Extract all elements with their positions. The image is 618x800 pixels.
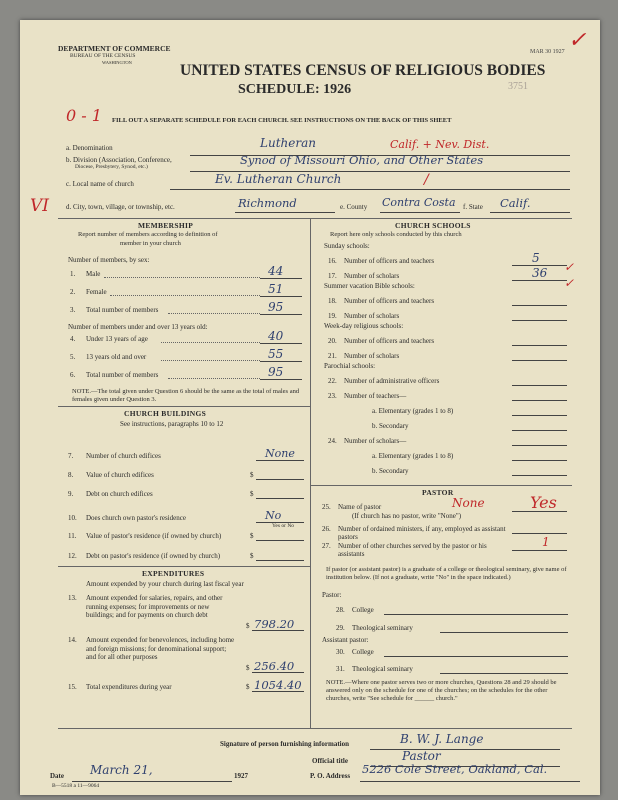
school-row-label: Number of scholars bbox=[344, 272, 400, 280]
date-line bbox=[72, 781, 232, 782]
signature-label: Signature of person furnishing information bbox=[220, 740, 349, 748]
building-value-line bbox=[256, 540, 304, 541]
sep-buildings bbox=[58, 406, 310, 407]
check-mark-16: ✓ bbox=[564, 260, 575, 274]
school-value-line bbox=[512, 460, 567, 461]
building-row-num: 10. bbox=[68, 514, 77, 522]
membership-instr-2: member in your church bbox=[120, 240, 181, 247]
pastor-row-value: 1 bbox=[542, 535, 550, 549]
building-row-label: Number of church edifices bbox=[86, 452, 161, 460]
pastor-heading: PASTOR bbox=[422, 488, 454, 497]
building-value-line bbox=[256, 498, 304, 499]
building-row-num: 8. bbox=[68, 471, 74, 479]
education-value-line bbox=[440, 632, 568, 633]
pastor-graduate-note: If pastor (or assistant pastor) is a graduate of a college or theological seminary, give name of institution below. (If not a graduate, write "No" in the space indicated.) bbox=[326, 566, 567, 581]
school-value-line bbox=[512, 345, 567, 346]
census-schedule-sheet bbox=[20, 20, 600, 795]
po-address-line bbox=[360, 781, 580, 782]
frame-top bbox=[58, 218, 572, 219]
education-row-label: College bbox=[352, 606, 374, 614]
school-row-label: Number of scholars bbox=[344, 352, 400, 360]
form-number: B—5518 a 11—9064 bbox=[52, 783, 100, 789]
leader-dots bbox=[110, 295, 260, 296]
po-address-label: P. O. Address bbox=[310, 772, 351, 780]
membership-row-num: 6. bbox=[70, 371, 76, 379]
school-row-label: a. Elementary (grades 1 to 8) bbox=[372, 452, 454, 460]
expenditures-heading: EXPENDITURES bbox=[142, 569, 205, 578]
school-value-line bbox=[512, 400, 567, 401]
denomination-value: Lutheran bbox=[260, 136, 316, 150]
expense-row-num: 13. bbox=[68, 594, 77, 602]
school-value-line bbox=[512, 475, 567, 476]
school-row-label: Number of administrative officers bbox=[344, 377, 440, 385]
washington-label: WASHINGTON bbox=[102, 60, 132, 65]
school-row-label: Number of scholars bbox=[344, 312, 400, 320]
instruction-line: FILL OUT A SEPARATE SCHEDULE FOR EACH CHURCH. SEE INSTRUCTIONS ON THE BACK OF THIS SHEET bbox=[112, 117, 452, 124]
members-by-sex-label: Number of members, by sex: bbox=[68, 256, 150, 264]
department-label: DEPARTMENT OF COMMERCE bbox=[58, 44, 171, 53]
school-row-label: b. Secondary bbox=[372, 422, 409, 430]
checkmark-top: ✓ bbox=[568, 28, 587, 53]
school-row-num: 19. bbox=[328, 312, 337, 320]
building-row-num: 12. bbox=[68, 552, 77, 560]
membership-row-label: Male bbox=[86, 270, 101, 278]
school-row-num: 17. bbox=[328, 272, 337, 280]
building-row-label: Value of pastor's residence (if owned by church) bbox=[86, 532, 222, 540]
building-row-num: 9. bbox=[68, 490, 74, 498]
building-row-label: Does church own pastor's residence bbox=[86, 514, 187, 522]
expense-row-label: Total expenditures during year bbox=[86, 683, 172, 691]
leader-dots bbox=[168, 313, 260, 314]
school-value-line bbox=[512, 360, 567, 361]
state-value: Calif. bbox=[500, 196, 531, 210]
school-row-label: Number of officers and teachers bbox=[344, 297, 435, 305]
school-row-label: Number of teachers— bbox=[344, 392, 407, 400]
expense-row-label: Amount expended for benevolences, including home and foreign missions; for denominational support; and for all other purposes bbox=[86, 636, 235, 661]
received-stamp: MAR 30 1927 bbox=[530, 49, 565, 55]
city-label: d. City, town, village, or township, etc. bbox=[66, 203, 175, 211]
education-value-line bbox=[440, 673, 568, 674]
yes-no-hint: Yes or No bbox=[272, 523, 295, 529]
education-value-line bbox=[384, 614, 568, 615]
date-value: March 21, bbox=[90, 763, 153, 777]
pastor-row-note: Yes bbox=[530, 493, 557, 512]
building-value-line bbox=[256, 479, 304, 480]
membership-row-num: 5. bbox=[70, 353, 76, 361]
buildings-instr: See instructions, paragraphs 10 to 12 bbox=[120, 420, 224, 428]
membership-value-line bbox=[260, 278, 302, 279]
leader-dots bbox=[104, 277, 260, 278]
school-row-label: b. Secondary bbox=[372, 467, 409, 475]
county-line bbox=[380, 212, 460, 213]
pastor-value-line bbox=[512, 550, 567, 551]
expense-row-value: 256.40 bbox=[254, 659, 295, 673]
membership-value-line bbox=[260, 379, 302, 380]
membership-row-num: 2. bbox=[70, 288, 76, 296]
pastor-row-sub: (If church has no pastor, write "None") bbox=[352, 512, 462, 520]
education-row-label: College bbox=[352, 648, 374, 656]
local-name-line bbox=[170, 189, 570, 190]
school-value-line bbox=[512, 305, 567, 306]
denomination-district-note: Calif. + Nev. Dist. bbox=[390, 138, 490, 151]
pastor-value-line bbox=[512, 533, 567, 534]
school-row-num: 20. bbox=[328, 337, 337, 345]
membership-instr-1: Report number of members according to definition of bbox=[78, 231, 218, 238]
membership-heading: MEMBERSHIP bbox=[138, 221, 194, 230]
denomination-label: a. Denomination bbox=[66, 144, 113, 152]
building-value-line bbox=[256, 560, 304, 561]
expense-row-value: 1054.40 bbox=[254, 678, 302, 692]
membership-row-label: Female bbox=[86, 288, 107, 296]
membership-value-line bbox=[260, 361, 302, 362]
membership-row-value: 44 bbox=[268, 264, 284, 278]
frame-bottom bbox=[58, 728, 572, 729]
form-title: UNITED STATES CENSUS OF RELIGIOUS BODIES bbox=[180, 62, 546, 79]
school-value-line bbox=[512, 445, 567, 446]
school-row-label: Number of scholars— bbox=[344, 437, 407, 445]
school-row-num: 18. bbox=[328, 297, 337, 305]
membership-row-value: 95 bbox=[268, 300, 284, 314]
schedule-title: SCHEDULE: 1926 bbox=[238, 82, 352, 97]
education-subheading: Pastor: bbox=[322, 591, 342, 599]
pastor-multi-note: NOTE.—Where one pastor serves two or more churches, Questions 28 and 29 should be answered only on the schedule for one of the churches; on the schedules for the other churches, write "See schedule for ______ church." bbox=[326, 679, 557, 702]
membership-row-value: 40 bbox=[268, 329, 284, 343]
sep-expenditures bbox=[58, 566, 310, 567]
red-mark-vi: VI bbox=[30, 196, 49, 216]
expense-row-num: 14. bbox=[68, 636, 77, 644]
pastor-row-num: 26. bbox=[322, 525, 331, 533]
building-row-value: No bbox=[265, 509, 282, 522]
school-value-line bbox=[512, 430, 567, 431]
building-row-num: 7. bbox=[68, 452, 74, 460]
building-row-label: Value of church edifices bbox=[86, 471, 154, 479]
school-value-line bbox=[512, 320, 567, 321]
dollar-sign: $ bbox=[246, 683, 250, 691]
membership-row-label: 13 years old and over bbox=[86, 353, 147, 361]
education-row-num: 28. bbox=[336, 606, 345, 614]
pastor-row-num: 25. bbox=[322, 503, 331, 511]
leader-dots bbox=[168, 378, 260, 379]
school-value-line bbox=[512, 385, 567, 386]
pastor-row-num: 27. bbox=[322, 542, 331, 550]
date-label: Date bbox=[50, 772, 64, 780]
bureau-label: BUREAU OF THE CENSUS bbox=[70, 53, 136, 59]
membership-row-num: 4. bbox=[70, 335, 76, 343]
membership-value-line bbox=[260, 314, 302, 315]
buildings-heading: CHURCH BUILDINGS bbox=[124, 409, 207, 418]
school-row-value: 5 bbox=[532, 251, 540, 265]
school-row-num: 16. bbox=[328, 257, 337, 265]
school-row-num: 24. bbox=[328, 437, 337, 445]
check-mark-17: ✓ bbox=[564, 276, 575, 290]
school-row-label: Sunday schools: bbox=[324, 242, 370, 250]
membership-row-value: 55 bbox=[268, 347, 284, 361]
education-row-num: 31. bbox=[336, 665, 345, 673]
dollar-sign: $ bbox=[250, 532, 254, 540]
schools-heading: CHURCH SCHOOLS bbox=[395, 221, 471, 230]
membership-row-num: 3. bbox=[70, 306, 76, 314]
division-value: Synod of Missouri Ohio, and Other States bbox=[240, 153, 484, 167]
school-row-label: Summer vacation Bible schools: bbox=[324, 282, 415, 290]
city-value: Richmond bbox=[238, 196, 297, 210]
school-row-num: 23. bbox=[328, 392, 337, 400]
school-row-label: Week-day religious schools: bbox=[324, 322, 404, 330]
county-label: e. County bbox=[340, 203, 368, 211]
school-row-num: 21. bbox=[328, 352, 337, 360]
serial-number: 3751 bbox=[508, 81, 528, 92]
membership-row-value: 95 bbox=[268, 365, 284, 379]
division-label: b. Division (Association, Conference, bbox=[66, 156, 172, 164]
sep-pastor bbox=[310, 485, 572, 486]
schools-instr: Report here only schools conducted by this church bbox=[330, 231, 462, 238]
education-row-label: Theological seminary bbox=[352, 624, 413, 632]
state-label: f. State bbox=[463, 203, 483, 211]
school-row-label: Parochial schools: bbox=[324, 362, 376, 370]
dollar-sign: $ bbox=[250, 471, 254, 479]
red-mark-zero-one: 0 - 1 bbox=[66, 106, 102, 125]
column-divider bbox=[310, 218, 311, 728]
school-row-label: a. Elementary (grades 1 to 8) bbox=[372, 407, 454, 415]
local-name-check: / bbox=[424, 172, 429, 188]
dollar-sign: $ bbox=[250, 490, 254, 498]
education-row-label: Theological seminary bbox=[352, 665, 413, 673]
leader-dots bbox=[161, 360, 260, 361]
education-subheading: Assistant pastor: bbox=[322, 636, 369, 644]
school-row-value: 36 bbox=[532, 266, 548, 280]
leader-dots bbox=[161, 342, 260, 343]
city-line bbox=[235, 212, 335, 213]
local-name-label: c. Local name of church bbox=[66, 180, 134, 188]
state-line bbox=[490, 212, 570, 213]
school-row-label: Number of officers and teachers bbox=[344, 257, 435, 265]
membership-note: NOTE.—The total given under Question 6 should be the same as the total of males and females given under Question 3. bbox=[72, 388, 300, 403]
official-title-value: Pastor bbox=[402, 749, 441, 763]
education-row-num: 29. bbox=[336, 624, 345, 632]
official-title-label: Official title bbox=[312, 757, 348, 765]
building-row-value: None bbox=[265, 447, 295, 460]
pastor-row-label: Number of other churches served by the pastor or his assistants bbox=[338, 542, 487, 558]
membership-row-num: 1. bbox=[70, 270, 76, 278]
expense-row-value: 798.20 bbox=[254, 617, 295, 631]
pastor-row-value: None bbox=[452, 496, 485, 510]
membership-row-label: Total number of members bbox=[86, 371, 159, 379]
building-row-num: 11. bbox=[68, 532, 77, 540]
signature-line bbox=[370, 749, 560, 750]
date-year: 1927 bbox=[234, 772, 248, 780]
pastor-row-label: Name of pastor bbox=[338, 503, 382, 511]
school-value-line bbox=[512, 280, 567, 281]
expense-row-num: 15. bbox=[68, 683, 77, 691]
education-row-num: 30. bbox=[336, 648, 345, 656]
signature-value: B. W. J. Lange bbox=[400, 732, 484, 746]
membership-subheading: Number of members under and over 13 years old: bbox=[68, 323, 208, 331]
dollar-sign: $ bbox=[246, 664, 250, 672]
county-value: Contra Costa bbox=[382, 196, 456, 209]
expense-row-label: Amount expended for salaries, repairs, and other running expenses; for improvements or new buildings; and for payments on church debt bbox=[86, 594, 223, 619]
building-row-label: Debt on church edifices bbox=[86, 490, 153, 498]
membership-row-label: Under 13 years of age bbox=[86, 335, 148, 343]
building-row-label: Debt on pastor's residence (if owned by church) bbox=[86, 552, 221, 560]
division-sublabel: Diocese, Presbytery, Synod, etc.) bbox=[75, 164, 148, 170]
expenditures-instr: Amount expended by your church during last fiscal year bbox=[86, 580, 244, 588]
membership-value-line bbox=[260, 343, 302, 344]
dollar-sign: $ bbox=[250, 552, 254, 560]
membership-row-label: Total number of members bbox=[86, 306, 159, 314]
membership-row-value: 51 bbox=[268, 282, 284, 296]
education-value-line bbox=[384, 656, 568, 657]
membership-value-line bbox=[260, 296, 302, 297]
school-row-label: Number of officers and teachers bbox=[344, 337, 435, 345]
local-name-value: Ev. Lutheran Church bbox=[215, 172, 342, 186]
school-value-line bbox=[512, 415, 567, 416]
building-value-line bbox=[256, 460, 304, 461]
pastor-row-label: Number of ordained ministers, if any, employed as assistant pastors bbox=[338, 525, 506, 541]
dollar-sign: $ bbox=[246, 622, 250, 630]
school-row-num: 22. bbox=[328, 377, 337, 385]
po-address-value: 5226 Cole Street, Oakland, Cal. bbox=[362, 762, 548, 776]
